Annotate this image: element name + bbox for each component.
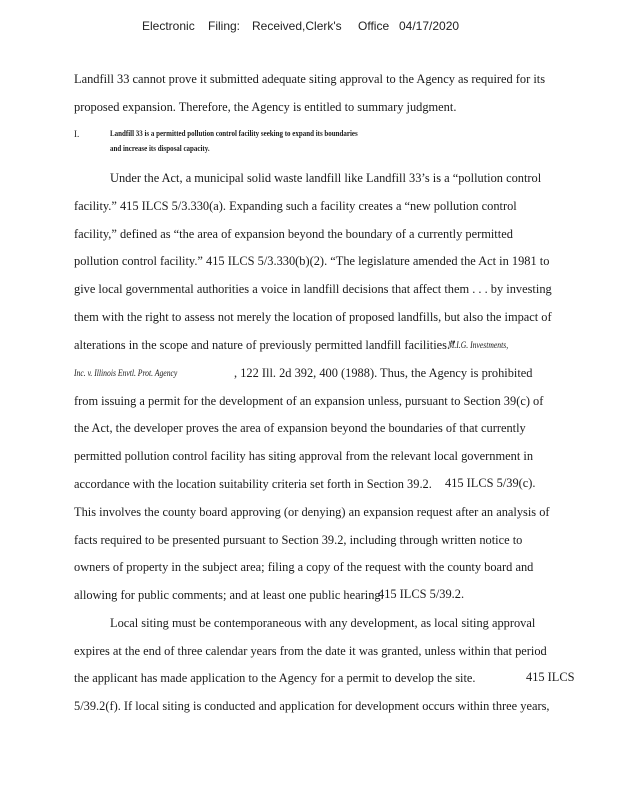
case-cite-a: M.I.G. Investments, [448, 340, 509, 350]
body-line: expires at the end of three calendar years from the date it was granted, unless within that period [74, 644, 547, 658]
body-line: from issuing a permit for the development of an expansion unless, pursuant to Section 39(c) of [74, 394, 544, 408]
body-line: permitted pollution control facility has siting approval from the relevant local government in [74, 449, 534, 463]
body-line: facts required to be presented pursuant to Section 39.2, including through written notice to [74, 533, 523, 547]
header-filing: Filing: [208, 19, 241, 33]
header-electronic: Electronic [142, 19, 195, 33]
body-line: Under the Act, a municipal solid waste landfill like Landfill 33’s is a “pollution control [110, 171, 542, 185]
body-line: facility.” 415 ILCS 5/3.330(a). Expanding such a facility creates a “new pollution control [74, 199, 517, 213]
case-cite-b: Inc. v. Illinois Envtl. Prot. Agency [74, 368, 178, 378]
section-number: I. [74, 129, 80, 139]
header-received: Received,Clerk's [252, 19, 342, 33]
section-heading-line2: and increase its disposal capacity. [110, 143, 210, 153]
body-line: the Act, the developer proves the area of expansion beyond the boundaries of that currently [74, 421, 526, 435]
header-date: 04/17/2020 [399, 19, 460, 33]
section-heading-line1: Landfill 33 is a permitted pollution control facility seeking to expand its boundaries [110, 128, 358, 138]
body-line: proposed expansion. Therefore, the Agency is entitled to summary judgment. [74, 100, 457, 114]
body-line: This involves the county board approving (or denying) an expansion request after an analysis of [74, 505, 550, 519]
body-line: allowing for public comments; and at least one public hearing. [74, 588, 384, 602]
body-line: Local siting must be contemporaneous with any development, as local siting approval [110, 616, 536, 630]
body-line: the applicant has made application to the Agency for a permit to develop the site. [74, 671, 476, 685]
body-line: pollution control facility.” 415 ILCS 5/3.330(b)(2). “The legislature amended the Act in 1981 to [74, 254, 550, 268]
statute-cite: 415 ILCS 5/39.2. [378, 587, 465, 601]
body-line: owners of property in the subject area; filing a copy of the request with the county board and [74, 560, 534, 574]
body-line: , 122 Ill. 2d 392, 400 (1988). Thus, the Agency is prohibited [234, 366, 533, 380]
body-line: give local governmental authorities a voice in landfill decisions that affect them . . . by investing [74, 282, 552, 296]
header-office: Office [358, 19, 390, 33]
statute-cite: 415 ILCS [526, 670, 575, 684]
body-line: facility,” defined as “the area of expansion beyond the boundary of a currently permitted [74, 227, 513, 241]
body-line: alterations in the scope and nature of previously permitted landfill facilities.” [74, 338, 456, 352]
body-line: them with the right to assess not merely the location of proposed landfills, but also the impact of [74, 310, 552, 324]
statute-cite: 415 ILCS 5/39(c). [445, 476, 536, 490]
body-line: Landfill 33 cannot prove it submitted adequate siting approval to the Agency as required for its [74, 72, 546, 86]
body-line: accordance with the location suitability criteria set forth in Section 39.2. [74, 477, 432, 491]
body-line: 5/39.2(f). If local siting is conducted and application for development occurs within three years, [74, 699, 550, 713]
